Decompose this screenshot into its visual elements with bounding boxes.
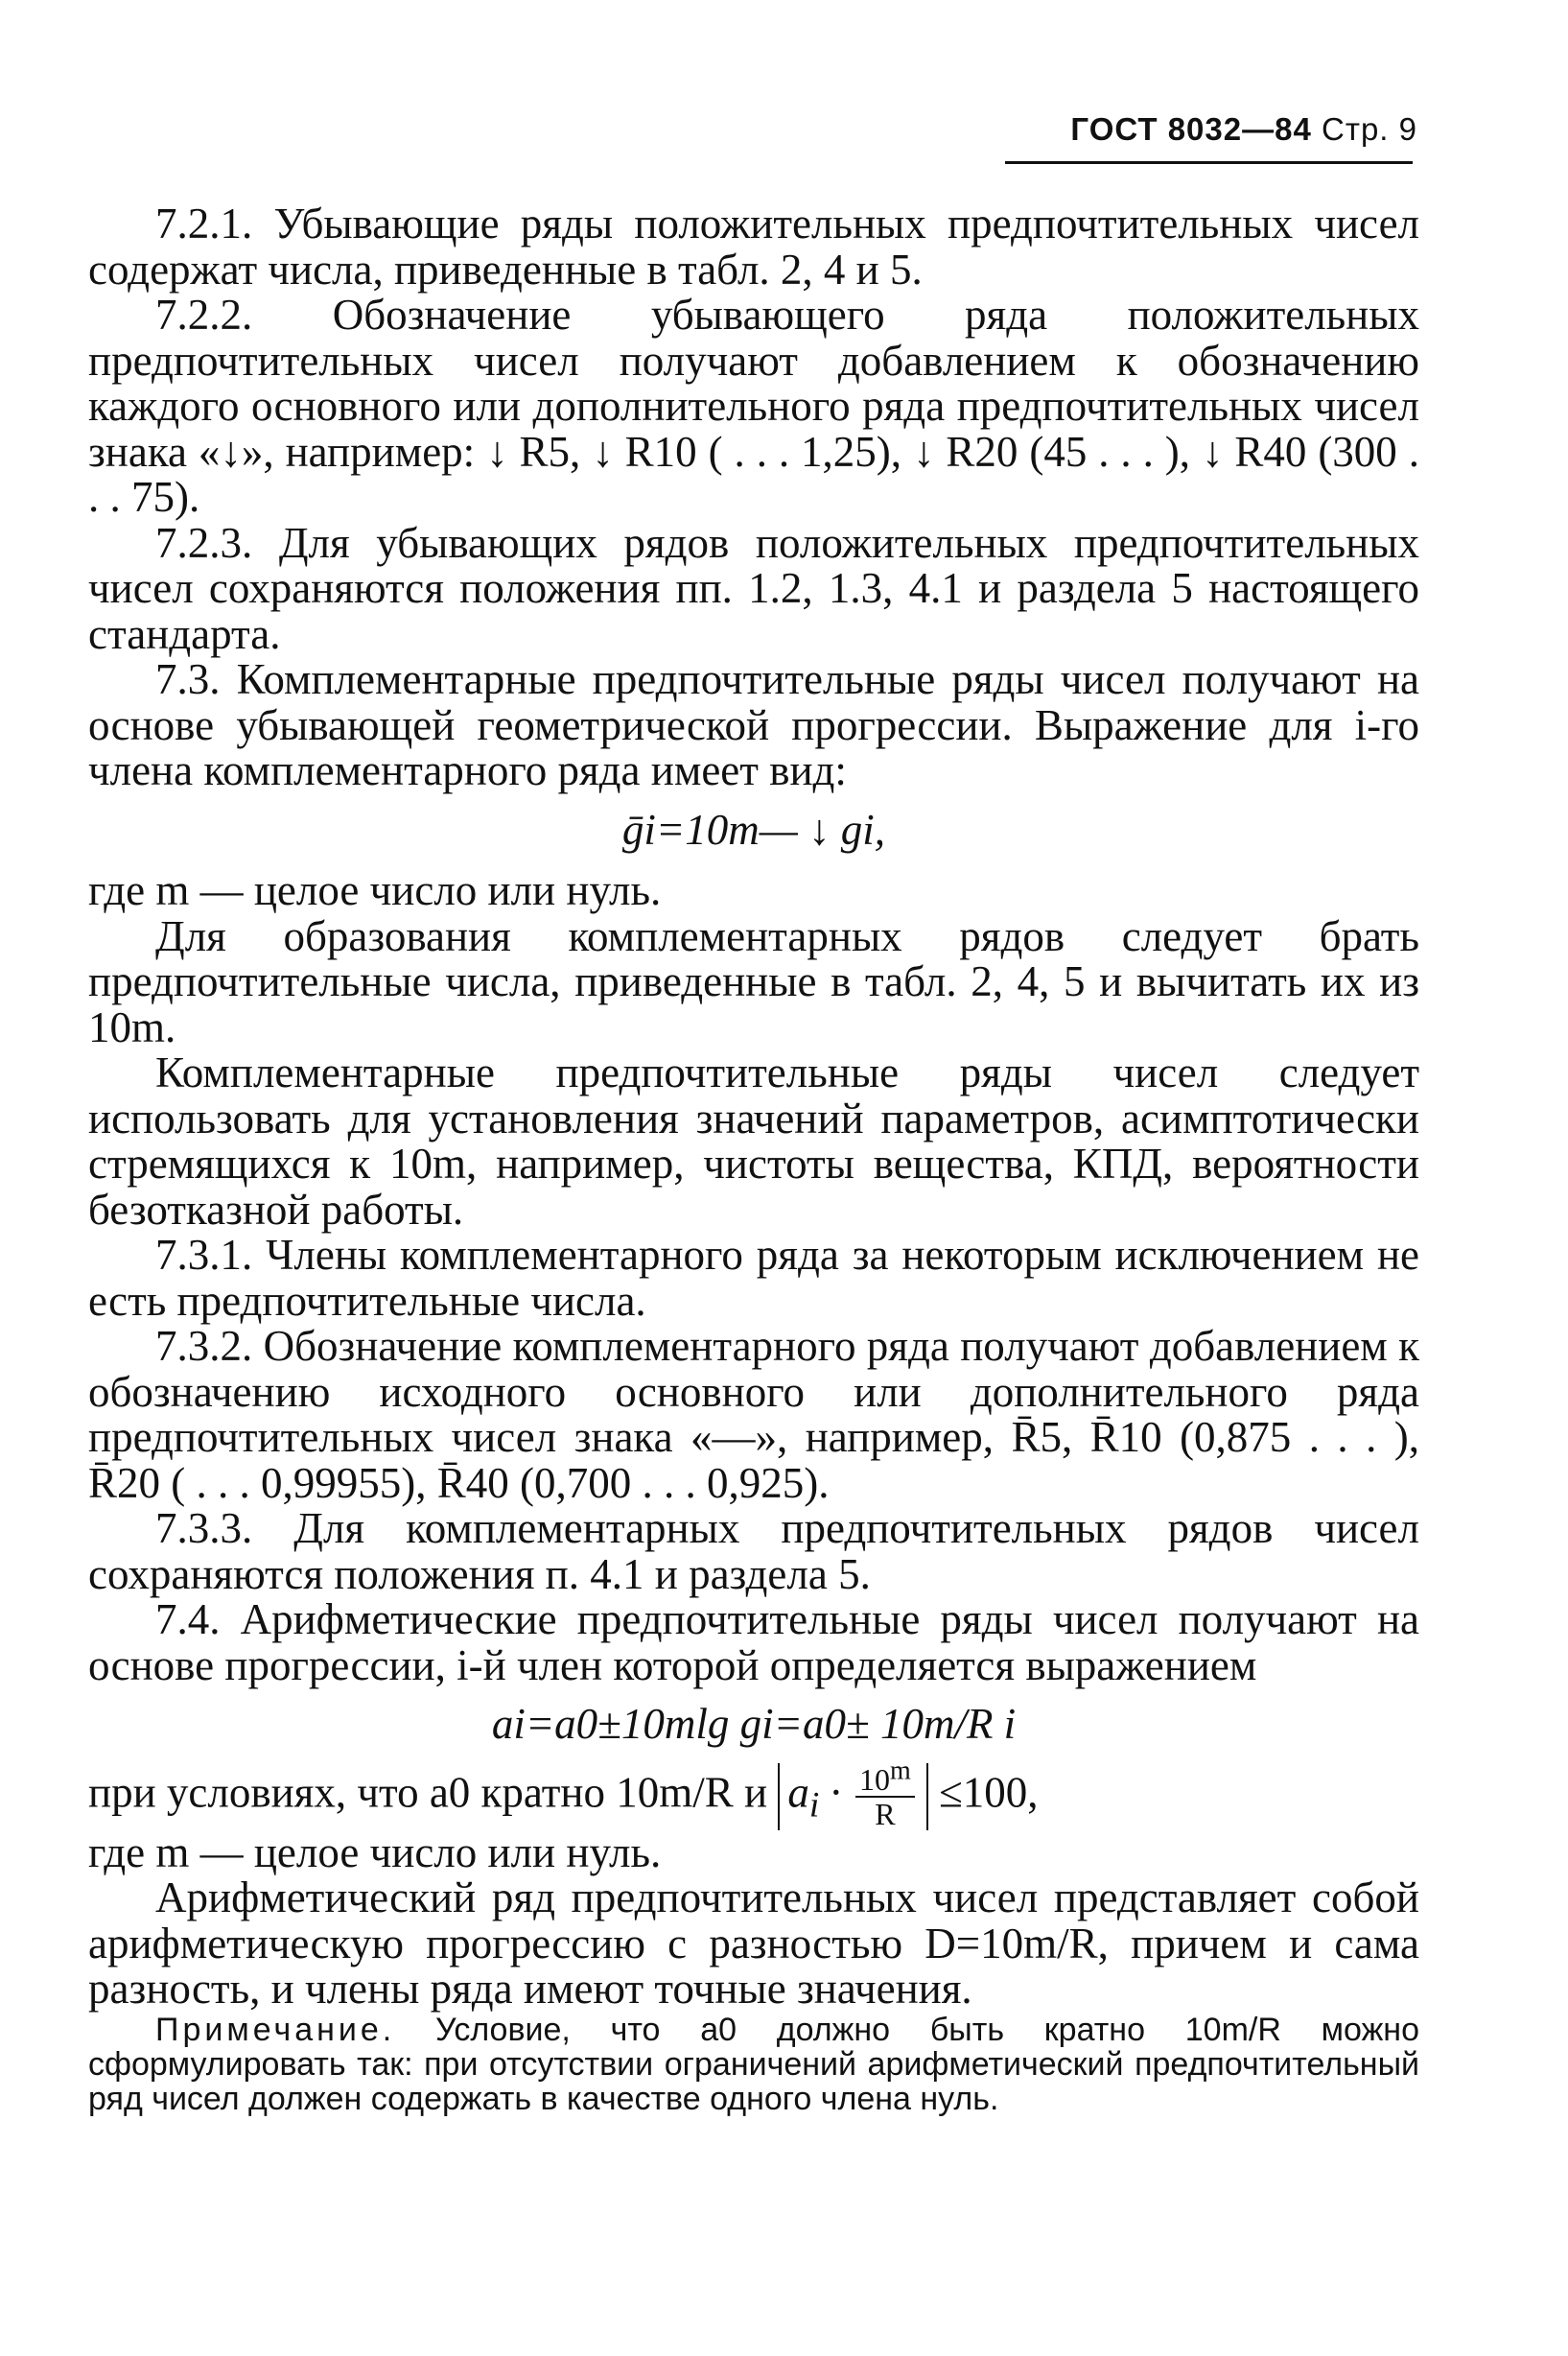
document-body bbox=[88, 201, 1419, 2116]
paragraph-7-2-1: 7.2.1. Убывающие ряды положительных предпочтительных чисел содержат числа, приведенные в табл. 2, 4 и 5. bbox=[88, 200, 1419, 294]
formula-text: ai=a0±10mlg gi=a0± 10m/R i bbox=[491, 1700, 1017, 1748]
fraction: $\frac{10^m}{R}$ bbox=[855, 1763, 915, 1830]
condition-prefix: при условиях, что a0 кратно 10m/R и bbox=[88, 1767, 768, 1816]
paragraph-where-m: где m — целое число или нуль. bbox=[88, 866, 662, 914]
formula-arithmetic-term bbox=[88, 1702, 1419, 1748]
formula-complementary-term bbox=[88, 805, 1419, 854]
paragraph-forming-complementary: Для образования комплементарных рядов следует брать предпочтительные числа, приведенные в табл. 2, 4, 5 и вычитать их из 10m. bbox=[88, 911, 1419, 1051]
page-number: Стр. 9 bbox=[1322, 111, 1417, 147]
header-rule bbox=[1005, 161, 1413, 164]
note-text: Условие, что a0 должно быть кратно 10m/R можно сформулировать так: при отсутствии ограничений арифметический предпочтительный ряд чисел должен содержать в качестве одного члена нуль. bbox=[88, 2011, 1419, 2117]
paragraph-7-3-1: 7.3.1. Члены комплементарного ряда за некоторым исключением не есть предпочтительные числа. bbox=[88, 1231, 1419, 1325]
formula-text: ḡi=10m— ↓ gi, bbox=[621, 805, 886, 854]
standard-title: ГОСТ 8032—84 bbox=[1070, 111, 1312, 147]
paragraph-7-3-2: 7.3.2. Обозначение комплементарного ряда получают добавлением к обозначению исходного основного или дополнительного ряда предпочтительных чисел знака «—», например, R̄5, R̄10 (0,875 . . . ), R̄20 ( . . . 0,99955), R̄40 (0,700 . . . 0,925). bbox=[88, 1322, 1419, 1507]
paragraph-arithmetic-series: Арифметический ряд предпочтительных чисел представляет собой арифметическую прогрессию с разностью D=10m/R, причем и сама разность, и члены ряда имеют точные значения. bbox=[88, 1873, 1419, 2013]
note bbox=[88, 2013, 1419, 2116]
paragraph-7-3-3: 7.3.3. Для комплементарных предпочтительных рядов чисел сохраняются положения п. 4.1 и раздела 5. bbox=[88, 1504, 1419, 1598]
paragraph-7-2-3: 7.2.3. Для убывающих рядов положительных предпочтительных чисел сохраняются положения пп. 1.2, 1.3, 4.1 и раздела 5 настоящего стандарта. bbox=[88, 518, 1419, 658]
formula-condition bbox=[88, 1755, 1419, 1831]
paragraph-7-2-2: 7.2.2. Обозначение убывающего ряда положительных предпочтительных чисел получают добавлением к обозначению каждого основного или дополнительного ряда предпочтительных чисел знака «↓», например: ↓ R5, ↓ R10 ( . . . 1,25), ↓ R20 (45 . . . ), ↓ R40 (300 . . . 75). bbox=[88, 291, 1419, 521]
paragraph-7-3: 7.3. Комплементарные предпочтительные ряды чисел получают на основе убывающей геометрической прогрессии. Выражение для i-го члена комплементарного ряда имеет вид: bbox=[88, 655, 1419, 794]
paragraph-complementary-usage: Комплементарные предпочтительные ряды чисел следует использовать для установления значений параметров, асимптотически стремящихся к 10m, например, чистоты вещества, КПД, вероятности безотказной работы. bbox=[88, 1048, 1419, 1234]
paragraph-7-4: 7.4. Арифметические предпочтительные ряды чисел получают на основе прогрессии, i-й член которой определяется выражением bbox=[88, 1595, 1419, 1689]
absolute-value-expression: $a_i$ · $\frac{10^m}{R}$ bbox=[778, 1763, 927, 1830]
note-label: Примечание. bbox=[155, 2011, 396, 2048]
paragraph-where-m-2: где m — целое число или нуль. bbox=[88, 1827, 662, 1876]
page-header bbox=[1070, 111, 1417, 148]
condition-suffix: ≤100, bbox=[939, 1767, 1039, 1816]
